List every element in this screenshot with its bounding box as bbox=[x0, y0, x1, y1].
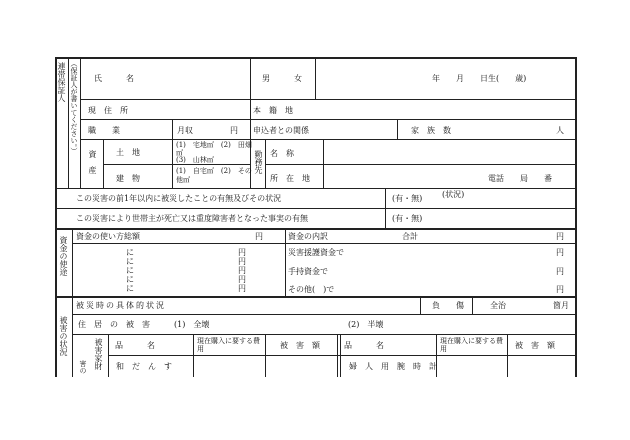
damage-house-label: 住 居 の 被 害 bbox=[78, 320, 150, 329]
funds-yen: 円 bbox=[238, 257, 246, 266]
land-line3: (3) 山林㎡ bbox=[176, 156, 214, 164]
damage-option-total: (1) 全壊 bbox=[174, 320, 210, 329]
land-label: 土 地 bbox=[116, 148, 140, 157]
rule bbox=[108, 334, 109, 377]
damage-specific-label: 被災時の具体的状況 bbox=[76, 301, 166, 310]
funds-ni: に bbox=[126, 284, 134, 293]
workplace-name-label: 名 称 bbox=[270, 149, 294, 158]
damage-section-label: 被害の状況 bbox=[59, 316, 68, 356]
relation-label: 申込者との関係 bbox=[253, 126, 309, 135]
funds-relief-unit: 円 bbox=[556, 248, 564, 257]
rule bbox=[108, 355, 575, 356]
rule bbox=[385, 188, 386, 228]
amount-header-right: 被 害 額 bbox=[515, 341, 555, 350]
rule bbox=[55, 208, 575, 209]
rule bbox=[507, 334, 508, 377]
funds-own-unit: 円 bbox=[556, 267, 564, 276]
item-header-right: 品 名 bbox=[344, 341, 384, 350]
funds-ni: に bbox=[126, 275, 134, 284]
item-row-left: 和 だ ん す bbox=[116, 362, 172, 371]
land-line1: (1) 宅地㎡ (2) 田畑 bbox=[176, 141, 252, 149]
damage-household-suffix: 害の bbox=[79, 360, 87, 374]
question-death-answer: (有・無) bbox=[392, 214, 423, 223]
rule bbox=[72, 243, 575, 244]
damage-recovery-label: 全治 bbox=[490, 301, 506, 310]
domicile-label: 本 籍 地 bbox=[253, 106, 293, 115]
rule bbox=[68, 57, 69, 188]
sex-label: 男 女 bbox=[262, 74, 302, 83]
family-unit: 人 bbox=[556, 126, 564, 135]
amount-header-left: 被 害 額 bbox=[280, 341, 320, 350]
damage-household-label: 被害家財 bbox=[94, 338, 103, 370]
rule bbox=[72, 228, 73, 296]
income-unit: 円 bbox=[230, 126, 238, 135]
rule bbox=[472, 296, 473, 314]
rule bbox=[265, 334, 266, 377]
item-row-right: 婦 人 用 腕 時 計 bbox=[349, 362, 437, 371]
guarantor-note: （保証人が書いてください。） bbox=[70, 60, 78, 155]
rule bbox=[72, 296, 73, 377]
funds-total-unit: 円 bbox=[556, 232, 564, 241]
funds-yen: 円 bbox=[238, 266, 246, 275]
damage-option-half: (2) 半壊 bbox=[348, 320, 384, 329]
land-line2: ㎡ bbox=[176, 149, 183, 157]
rule bbox=[80, 119, 575, 120]
funds-yen: 円 bbox=[238, 248, 246, 257]
rule bbox=[265, 139, 266, 188]
cost-header-right: 現在購入に要する費用 bbox=[440, 337, 503, 353]
rule bbox=[103, 164, 250, 165]
funds-own-label: 手持資金で bbox=[288, 267, 328, 276]
question-prior-disaster: この災害の前1年以内に被災したことの有無及びその状況 bbox=[76, 194, 282, 203]
income-label: 月収 bbox=[177, 126, 193, 135]
rule bbox=[172, 139, 173, 188]
funds-usage-unit: 円 bbox=[255, 232, 263, 241]
rule bbox=[72, 334, 575, 335]
workplace-label: 勤務先 bbox=[254, 150, 263, 174]
cost-header-left: 現在購入に要する費用 bbox=[197, 337, 260, 353]
question-prior-answer: (有・無) bbox=[392, 194, 423, 203]
funds-ni: に bbox=[126, 248, 134, 257]
funds-total-label: 合計 bbox=[402, 232, 418, 241]
rule bbox=[193, 334, 194, 377]
rule bbox=[80, 139, 575, 140]
funds-yen: 円 bbox=[238, 284, 246, 293]
rule bbox=[55, 57, 57, 377]
funds-yen: 円 bbox=[238, 275, 246, 284]
rule bbox=[265, 164, 575, 165]
rule bbox=[172, 119, 173, 139]
assets-label: 資産 bbox=[88, 150, 97, 182]
question-head-death: この災害により世帯主が死亡又は重度障害者となった事実の有無 bbox=[76, 214, 308, 223]
rule bbox=[397, 119, 398, 139]
rule bbox=[103, 139, 104, 188]
funds-other-label: その他( )で bbox=[288, 285, 335, 294]
building-line2: 他㎡ bbox=[176, 176, 190, 184]
item-header-left: 品 名 bbox=[115, 341, 155, 350]
workplace-address-label: 所 在 地 bbox=[270, 174, 310, 183]
guarantor-section-label: 連帯保証人 bbox=[57, 62, 66, 102]
damage-injury-label: 負 傷 bbox=[432, 301, 464, 310]
rule bbox=[575, 57, 577, 377]
rule bbox=[80, 57, 81, 188]
funds-ni: に bbox=[126, 266, 134, 275]
dob-label: 年 月 日生( 歳) bbox=[432, 74, 527, 83]
funds-ni: に bbox=[126, 257, 134, 266]
family-label: 家 族 数 bbox=[411, 126, 451, 135]
rule bbox=[55, 296, 575, 298]
phone-label: 電話 局 番 bbox=[488, 174, 552, 183]
question-prior-status: (状況) bbox=[442, 190, 465, 199]
rule bbox=[55, 188, 575, 189]
damage-recovery-unit: 箇月 bbox=[553, 301, 569, 310]
occupation-label: 職 業 bbox=[88, 126, 120, 135]
address-label: 現 住 所 bbox=[88, 106, 128, 115]
rule bbox=[285, 228, 286, 296]
funds-other-unit: 円 bbox=[556, 285, 564, 294]
rule bbox=[72, 314, 575, 315]
funds-breakdown-label: 資金の内訳 bbox=[288, 232, 328, 241]
funds-section-label: 資金の使途 bbox=[59, 236, 68, 276]
building-line1: (1) 自宅㎡ (2) その bbox=[176, 167, 252, 175]
rule bbox=[55, 228, 575, 230]
funds-relief-label: 災害援護資金で bbox=[288, 248, 344, 257]
rule bbox=[80, 99, 575, 100]
name-label: 氏 名 bbox=[94, 74, 134, 83]
rule bbox=[340, 334, 341, 377]
rule bbox=[420, 296, 421, 314]
rule bbox=[337, 334, 338, 377]
rule bbox=[323, 139, 324, 188]
rule bbox=[315, 57, 316, 99]
building-label: 建 物 bbox=[116, 174, 140, 183]
funds-usage-label: 資金の使い方総額 bbox=[76, 232, 140, 241]
